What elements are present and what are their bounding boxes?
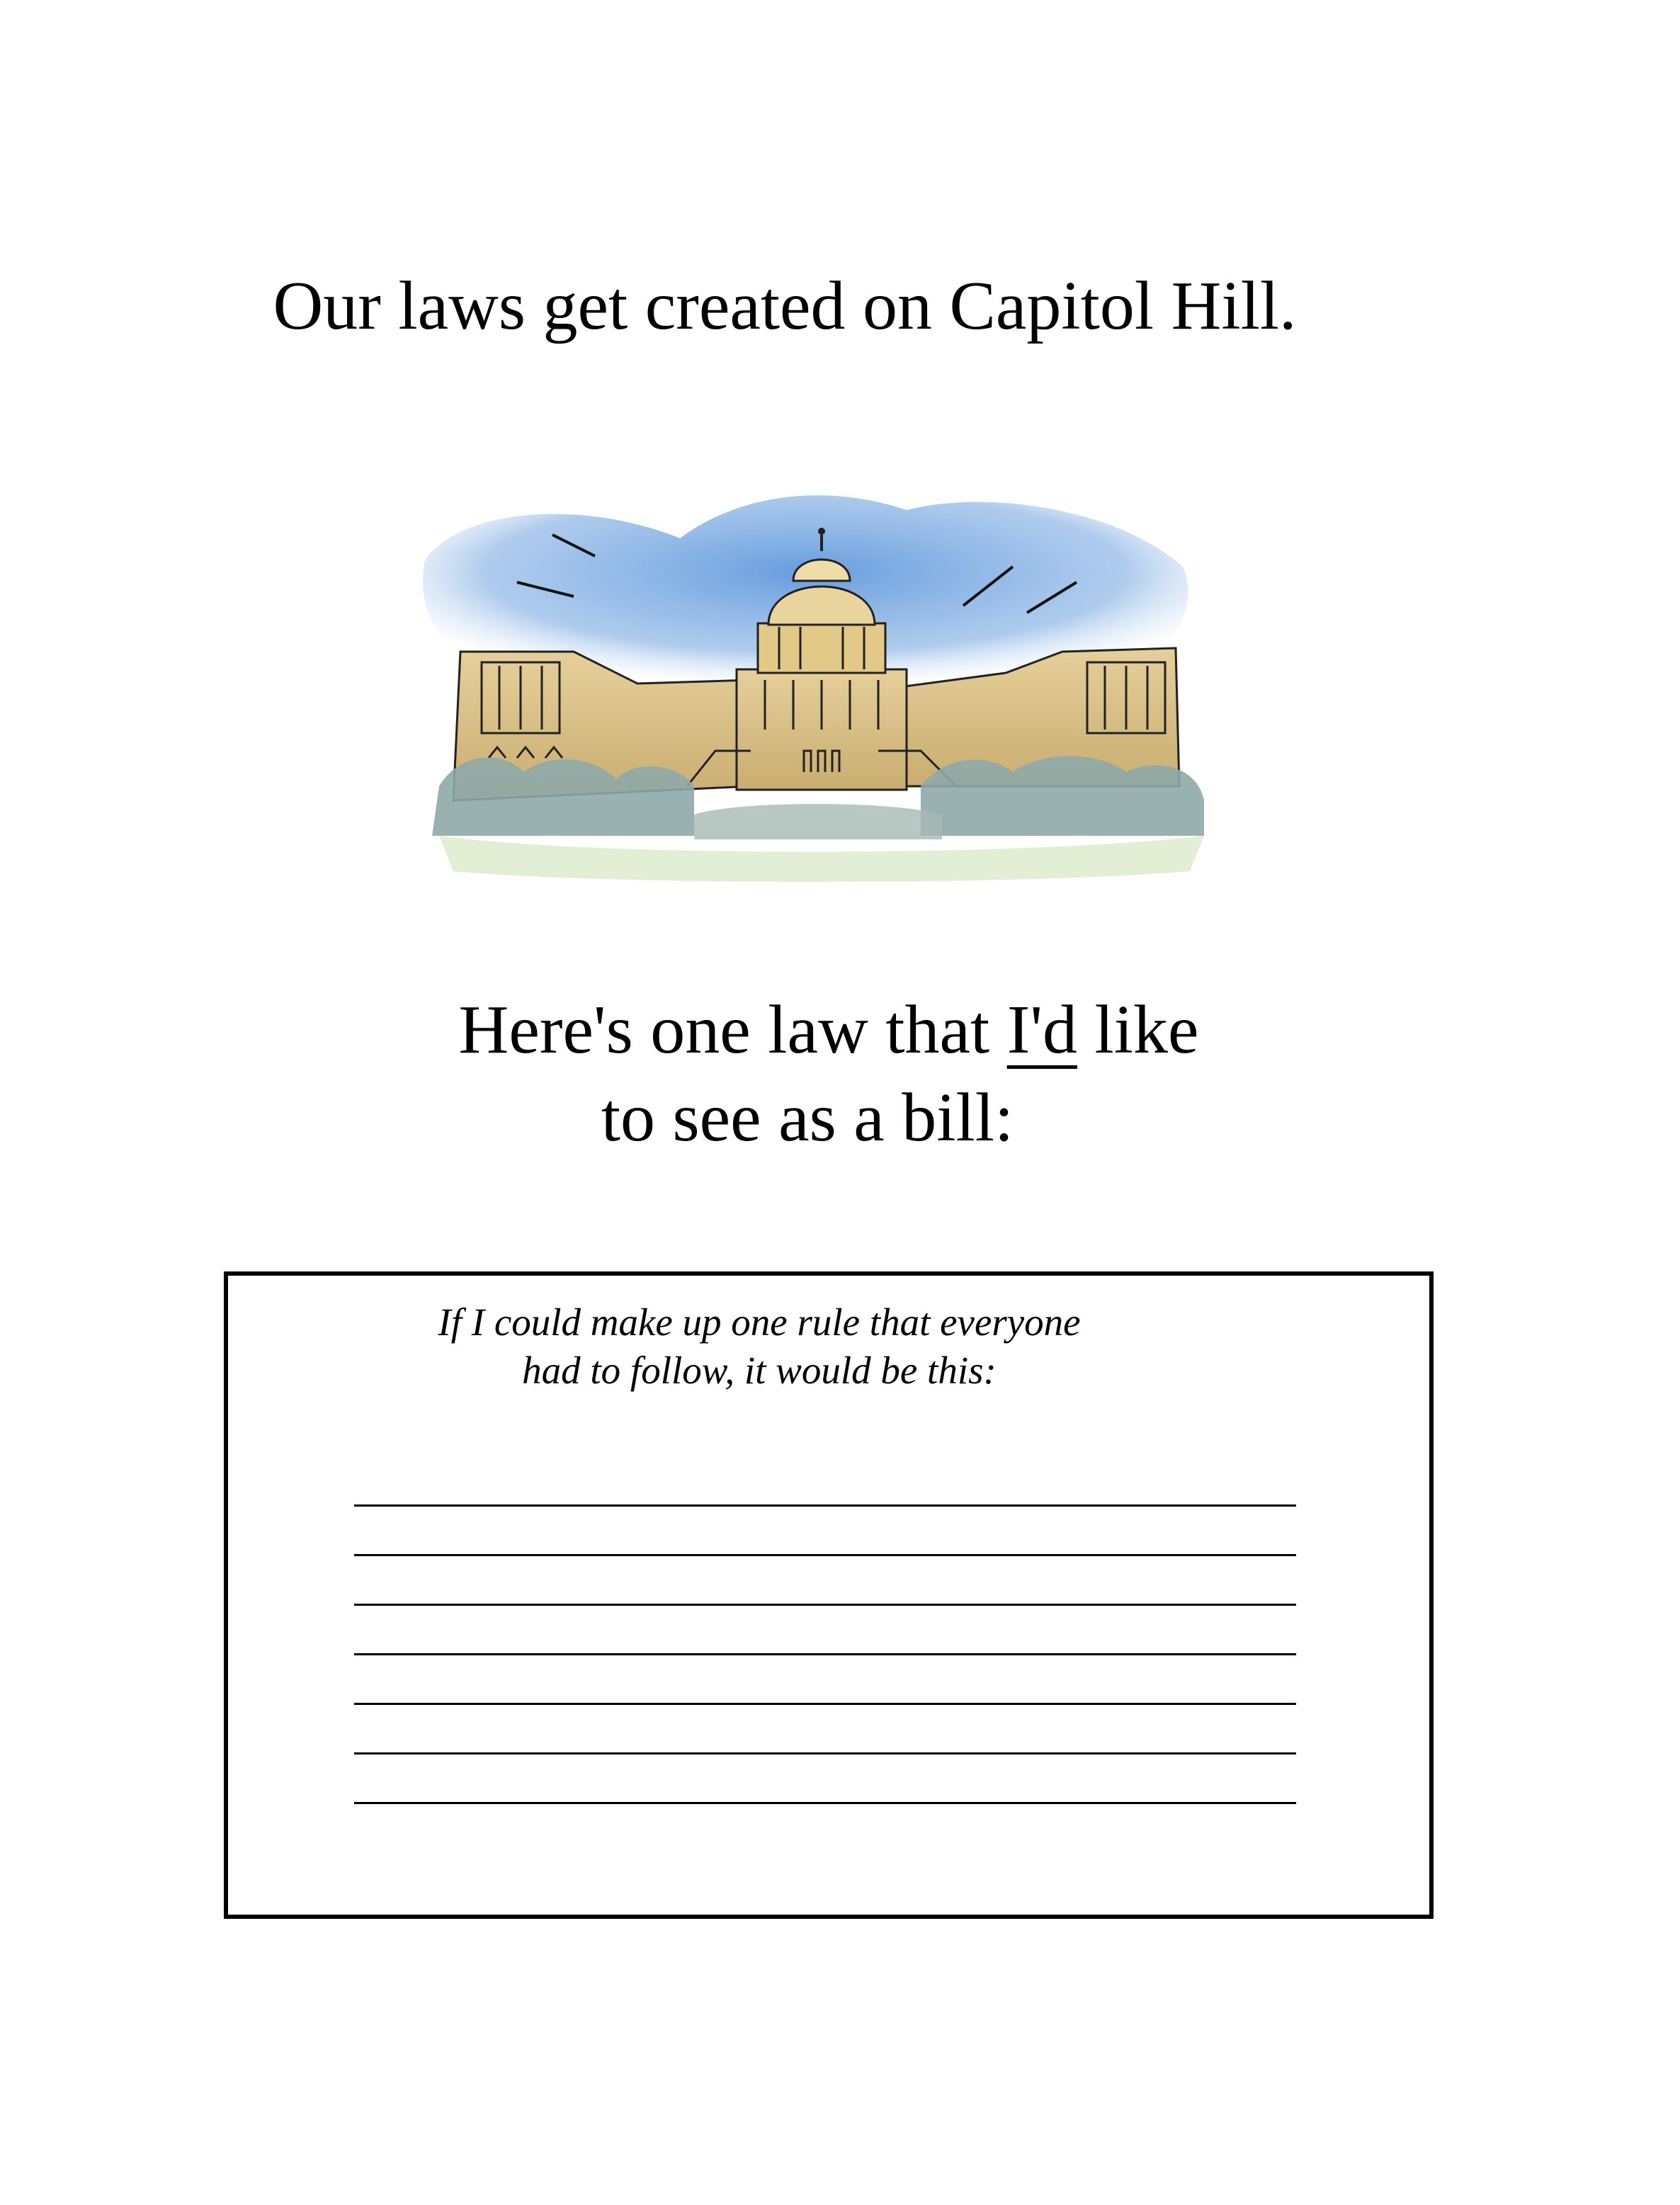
prompt-line-1 — [0, 986, 1657, 1074]
question-line-2: had to follow, it would be this: — [522, 1349, 997, 1392]
page-title: Our laws get created on Capitol Hill. — [273, 268, 1297, 344]
writing-line[interactable] — [354, 1802, 1296, 1804]
prompt-text-before: Here's one law that — [458, 992, 1007, 1068]
prompt-emphasis: I'd — [1006, 992, 1077, 1068]
law-prompt — [0, 986, 1657, 1162]
answer-question — [228, 1298, 1290, 1395]
question-line-1: If I could make up one rule that everyone — [438, 1300, 1081, 1344]
writing-line[interactable] — [354, 1703, 1296, 1705]
capitol-building-icon — [382, 418, 1261, 914]
prompt-line-2: to see as a bill: — [601, 1079, 1014, 1156]
answer-box — [224, 1271, 1434, 1919]
writing-line[interactable] — [354, 1604, 1296, 1606]
writing-line[interactable] — [354, 1554, 1296, 1556]
prompt-text-after: like — [1077, 992, 1199, 1068]
writing-line[interactable] — [354, 1752, 1296, 1755]
writing-line[interactable] — [354, 1504, 1296, 1507]
writing-line[interactable] — [354, 1653, 1296, 1655]
